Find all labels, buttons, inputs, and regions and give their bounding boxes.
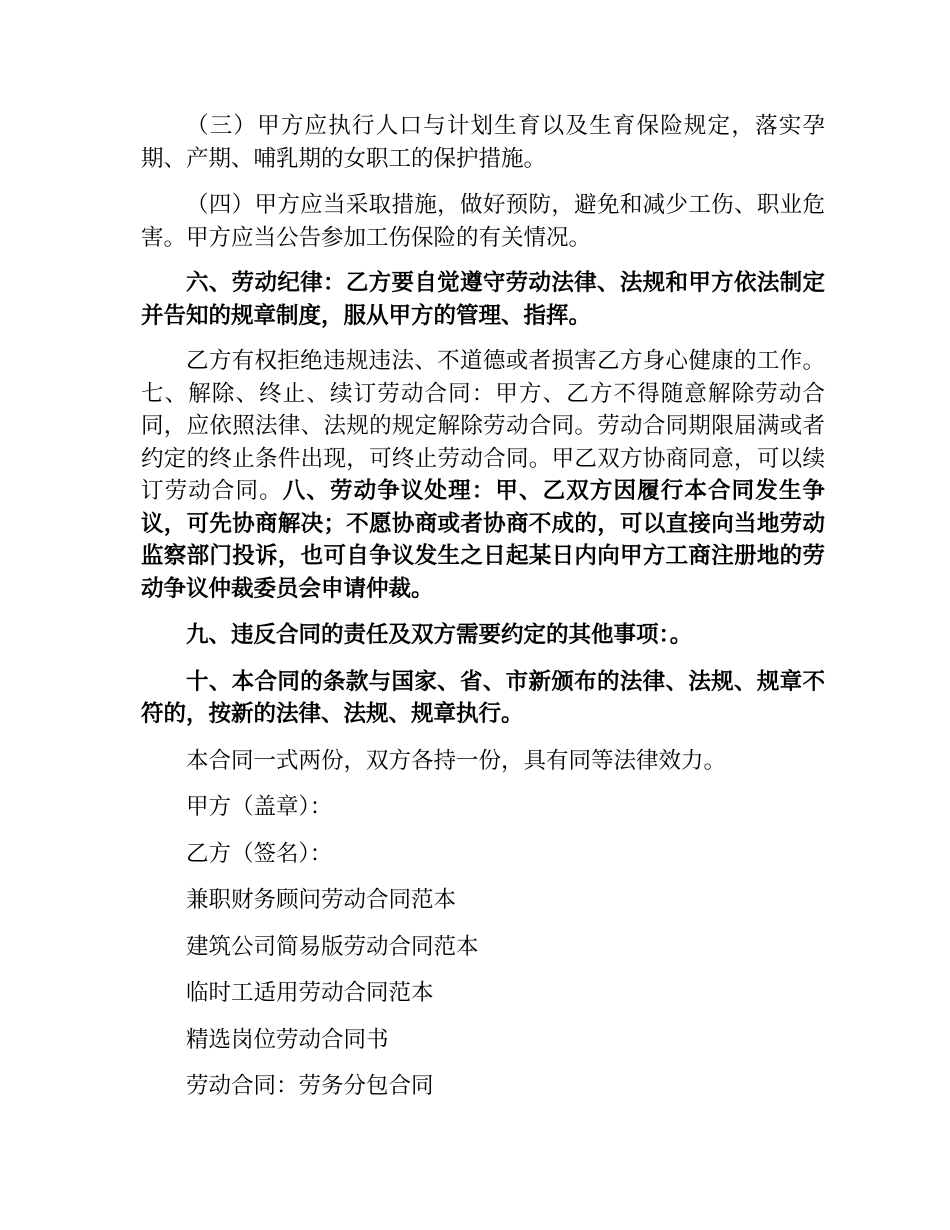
rights-and-dispute-paragraph (141, 345, 825, 605)
section-10-new-laws: 十、本合同的条款与国家、省、市新颁布的法律、法规、规章不符的，按新的法律、法规、规章执行。 (141, 668, 825, 727)
related-doc-2: 建筑公司简易版劳动合同范本 (186, 933, 479, 960)
section-9-liability: 九、违反合同的责任及双方需要约定的其他事项：。 (186, 622, 693, 648)
party-b-signature-label: 乙方（签名）： (186, 840, 333, 867)
party-a-seal-label: 甲方（盖章）： (186, 794, 333, 820)
related-doc-4: 精选岗位劳动合同书 (186, 1026, 389, 1053)
related-doc-3: 临时工适用劳动合同范本 (186, 980, 434, 1006)
clause-4-paragraph: （四）甲方应当采取措施，做好预防，避免和减少工伤、职业危害。甲方应当公告参加工伤保险的有关情况。 (141, 192, 825, 251)
document-body (141, 110, 825, 1103)
rights-text: 乙方有权拒绝违规违法、不道德或者损害乙方身心健康的工作。七、解除、终止、续订劳动合同：甲方、乙方不得随意解除劳动合同，应依照法律、法规的规定解除劳动合同。劳动合同期限届满或者约定的终止条件出现，可终止劳动合同。甲乙双方协商同意，可以续订劳动合同。 (141, 348, 825, 504)
copies-statement: 本合同一式两份，双方各持一份，具有同等法律效力。 (186, 747, 727, 774)
section-6-labor-discipline: 六、劳动纪律：乙方要自觉遵守劳动法律、法规和甲方依法制定并告知的规章制度，服从甲方的管理、指挥。 (141, 270, 825, 329)
related-doc-5: 劳动合同：劳务分包合同 (186, 1073, 434, 1099)
related-doc-1: 兼职财务顾问劳动合同范本 (186, 887, 457, 913)
clause-3-paragraph: （三）甲方应执行人口与计划生育以及生育保险规定，落实孕期、产期、哺乳期的女职工的保护措施。 (141, 113, 825, 172)
section-8-dispute-text: 八、劳动争议处理：甲、乙双方因履行本合同发生争议，可先协商解决；不愿协商或者协商不成的，可以直接向当地劳动监察部门投诉，也可自争议发生之日起某日内向甲方工商注册地的劳动争议仲裁委员会申请仲裁。 (141, 478, 825, 602)
